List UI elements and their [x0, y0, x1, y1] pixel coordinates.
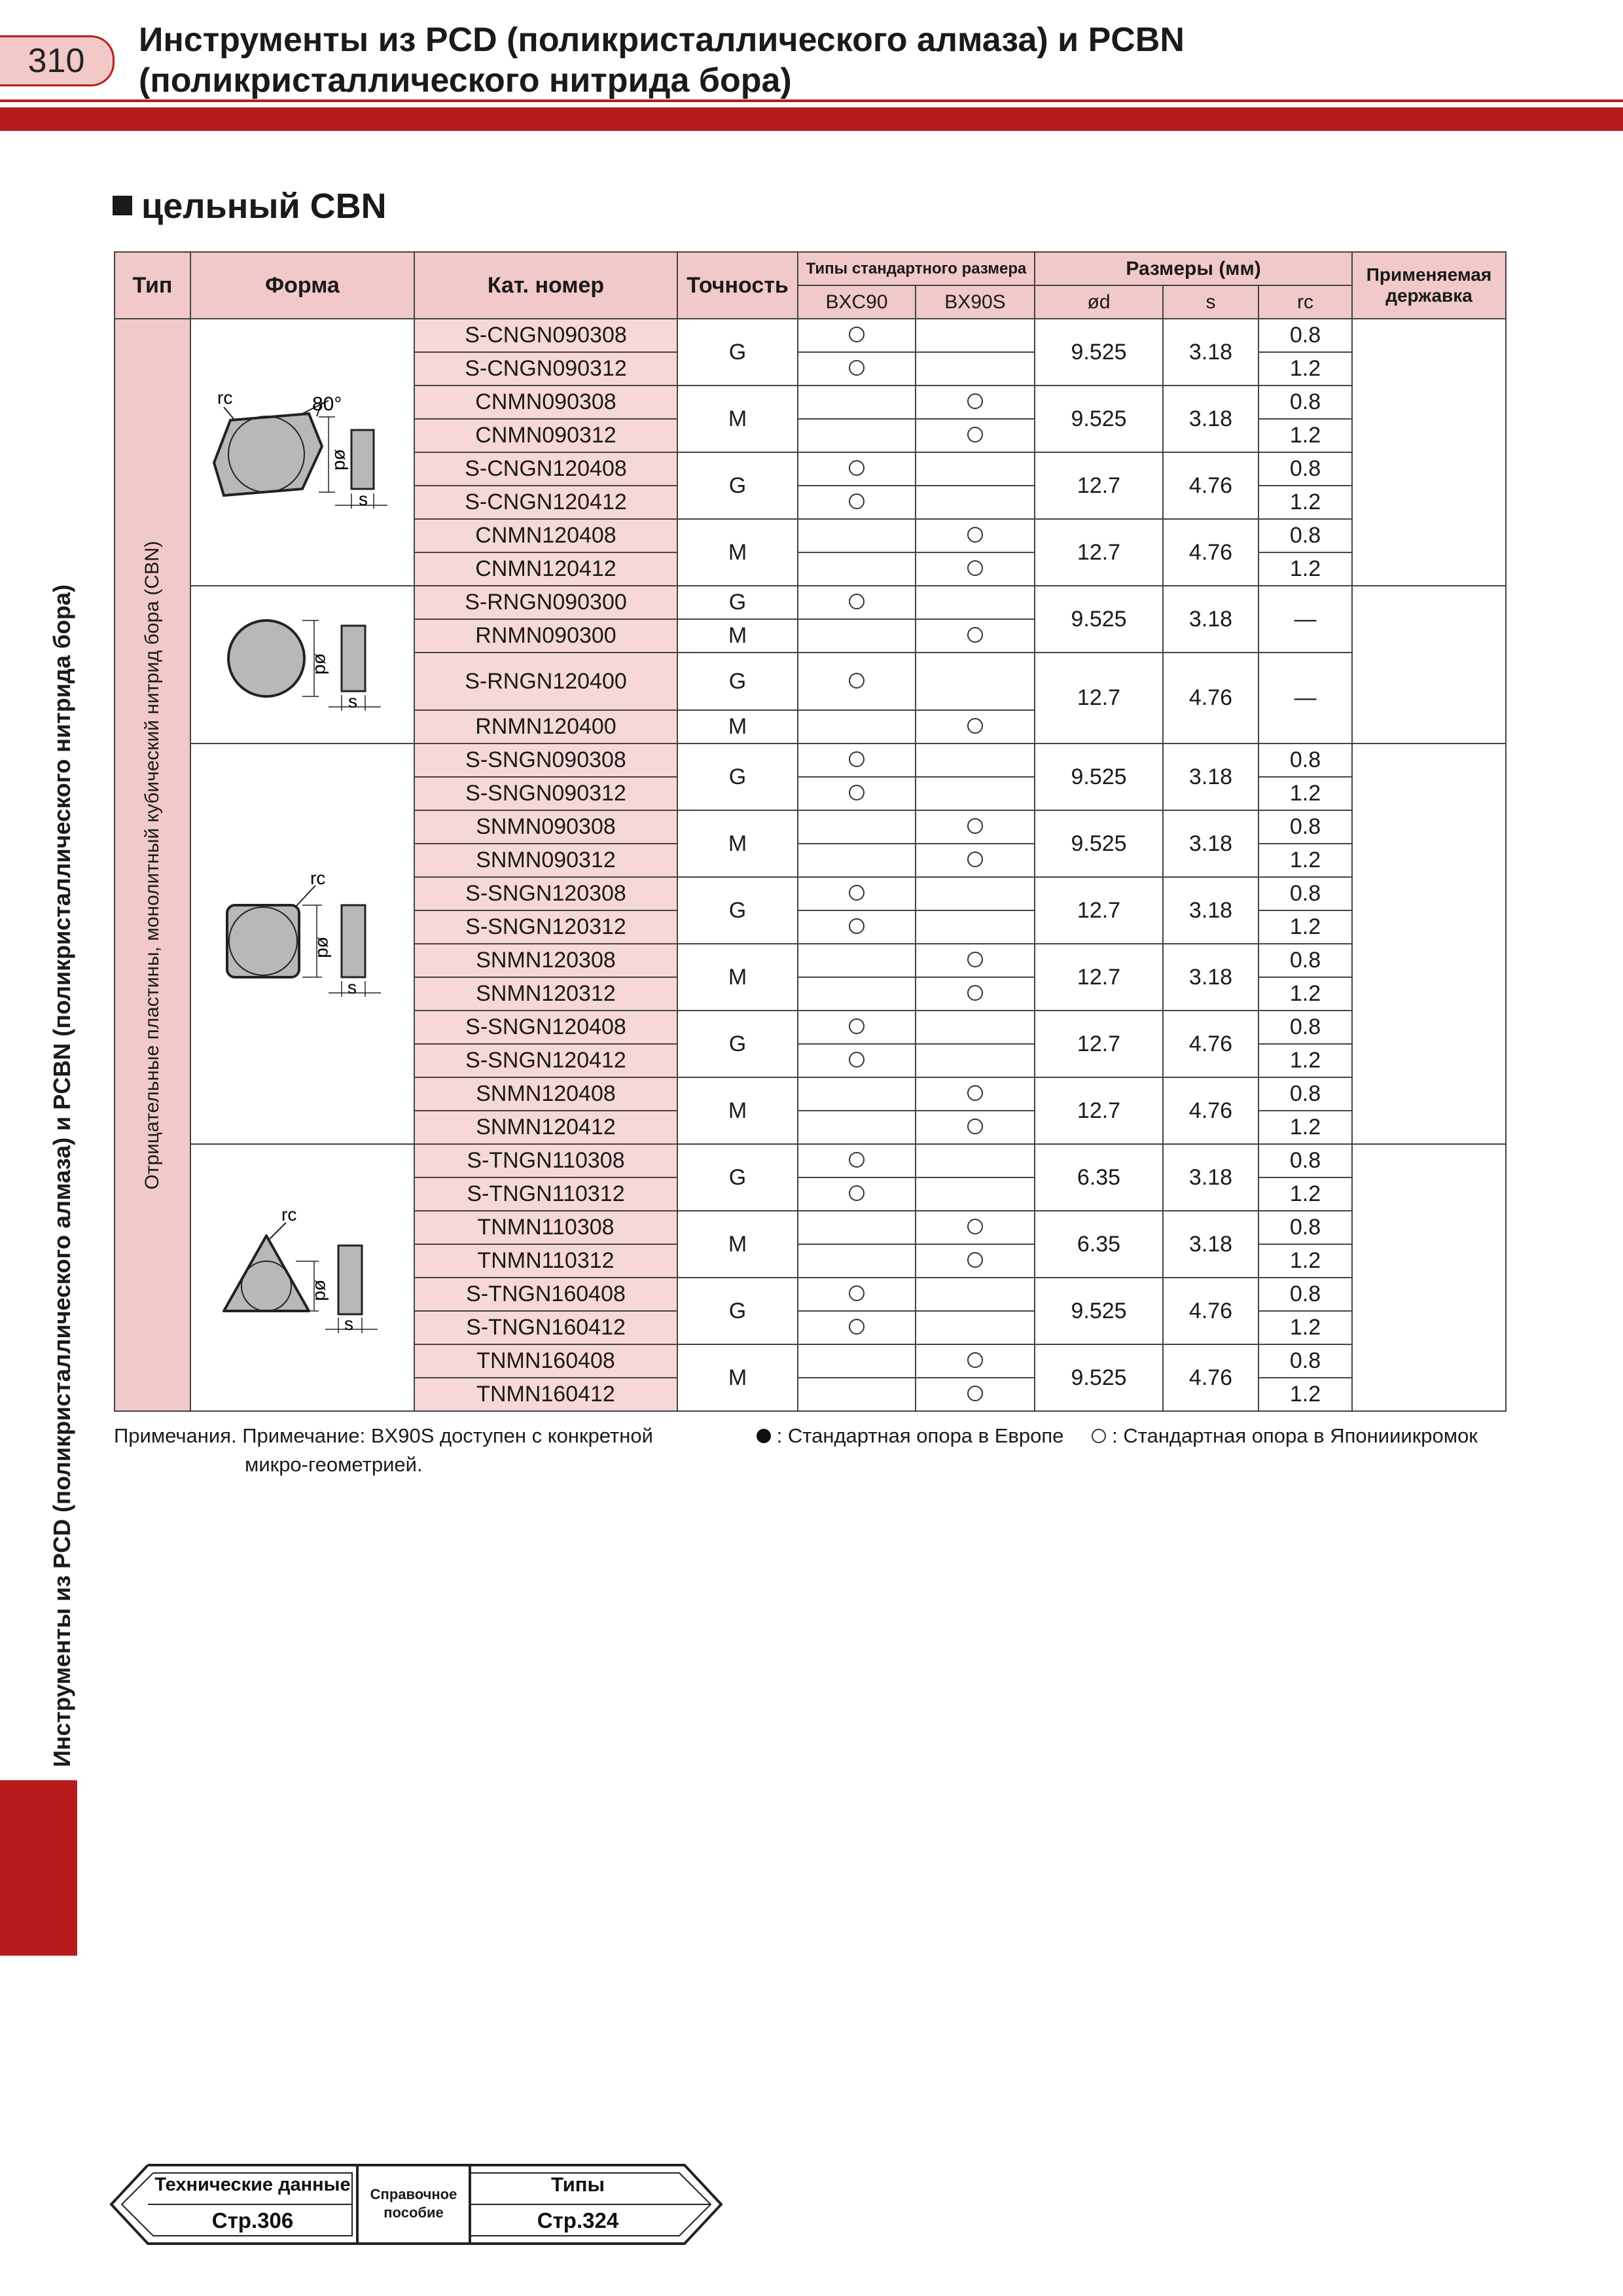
rc-cell: 0.8	[1258, 877, 1352, 910]
catalog-number: S-TNGN110312	[414, 1177, 677, 1211]
s-label: s	[359, 488, 368, 509]
bxc90-cell	[798, 1344, 916, 1378]
nav-reference-line1: Справочное	[370, 2186, 457, 2202]
holder-cell	[1352, 744, 1506, 1144]
bx90s-cell	[916, 710, 1035, 744]
s-cell: 3.18	[1163, 319, 1258, 386]
availability-circle-icon	[967, 393, 983, 409]
header-precision: Точность	[677, 252, 798, 319]
bx90s-cell	[916, 1144, 1035, 1177]
bx90s-cell	[916, 653, 1035, 710]
bx90s-cell	[916, 586, 1035, 619]
catalog-number: SNMN120408	[414, 1077, 677, 1111]
rc-cell: 1.2	[1258, 910, 1352, 944]
availability-circle-icon	[849, 785, 865, 800]
od-cell: 9.525	[1035, 386, 1163, 452]
availability-circle-icon	[967, 1219, 983, 1234]
availability-circle-icon	[849, 1052, 865, 1067]
page-title-line1: Инструменты из PCD (поликристаллического алмаза) и PCBN	[139, 21, 1185, 59]
rc-label: rc	[310, 867, 326, 888]
side-chapter-tab	[0, 1780, 77, 1956]
bxc90-cell	[798, 386, 916, 419]
precision-cell: G	[677, 1144, 798, 1211]
catalog-number: S-TNGN110308	[414, 1144, 677, 1177]
od-cell: 12.7	[1035, 877, 1163, 944]
od-cell: 9.525	[1035, 1344, 1163, 1411]
bx90s-cell	[916, 1311, 1035, 1344]
bxc90-cell	[798, 1111, 916, 1144]
header-cat-no: Кат. номер	[414, 252, 677, 319]
catalog-number: S-CNGN090312	[414, 352, 677, 386]
precision-cell: G	[677, 452, 798, 519]
s-cell: 4.76	[1163, 1011, 1258, 1077]
bx90s-cell	[916, 452, 1035, 486]
availability-circle-icon	[967, 1386, 983, 1401]
catalog-number: S-CNGN090308	[414, 319, 677, 352]
table-row	[115, 586, 1506, 619]
availability-circle-icon	[849, 1018, 865, 1034]
precision-cell: G	[677, 586, 798, 619]
bx90s-cell	[916, 944, 1035, 977]
header-type: Тип	[115, 252, 190, 319]
s-label: s	[348, 977, 357, 997]
s-cell: 4.76	[1163, 452, 1258, 519]
availability-circle-icon	[967, 1119, 983, 1134]
availability-circle-icon	[967, 952, 983, 967]
bxc90-cell	[798, 1311, 916, 1344]
s-cell: 3.18	[1163, 944, 1258, 1011]
triangular-insert-icon	[204, 1200, 401, 1350]
availability-circle-icon	[849, 918, 865, 934]
bxc90-cell	[798, 1044, 916, 1077]
page-number: 310	[0, 35, 115, 86]
bxc90-cell	[798, 910, 916, 944]
s-cell: 4.76	[1163, 1344, 1258, 1411]
availability-circle-icon	[967, 818, 983, 834]
availability-circle-icon	[967, 560, 983, 576]
catalog-number: TNMN160408	[414, 1344, 677, 1378]
s-cell: 4.76	[1163, 519, 1258, 586]
bx90s-cell	[916, 910, 1035, 944]
od-cell: 9.525	[1035, 1278, 1163, 1344]
od-cell: 12.7	[1035, 944, 1163, 1011]
availability-circle-icon	[967, 1352, 983, 1368]
catalog-number: S-RNGN090300	[414, 586, 677, 619]
bxc90-cell	[798, 1278, 916, 1311]
rc-cell: 0.8	[1258, 319, 1352, 352]
availability-circle-icon	[849, 360, 865, 376]
shape-cell	[190, 1144, 414, 1411]
od-cell: 12.7	[1035, 1077, 1163, 1144]
angle-label: 80°	[312, 393, 342, 415]
bx90s-cell	[916, 977, 1035, 1011]
page-navigation	[109, 2160, 724, 2245]
s-cell: 3.18	[1163, 386, 1258, 452]
note-line2: микро-геометрией.	[245, 1453, 423, 1476]
availability-circle-icon	[967, 1252, 983, 1268]
bx90s-cell	[916, 1211, 1035, 1244]
shape-cell	[190, 319, 414, 586]
rc-cell: 0.8	[1258, 1211, 1352, 1244]
s-cell: 3.18	[1163, 1211, 1258, 1278]
bx90s-cell	[916, 319, 1035, 352]
catalog-number: S-SNGN120412	[414, 1044, 677, 1077]
bx90s-cell	[916, 877, 1035, 910]
bx90s-cell	[916, 486, 1035, 519]
bx90s-cell	[916, 1244, 1035, 1278]
od-cell: 12.7	[1035, 452, 1163, 519]
availability-circle-icon	[849, 493, 865, 509]
bxc90-cell	[798, 1144, 916, 1177]
catalog-number: CNMN120408	[414, 519, 677, 552]
rc-cell: 0.8	[1258, 1278, 1352, 1311]
bx90s-cell	[916, 844, 1035, 877]
availability-circle-icon	[967, 718, 983, 734]
availability-circle-icon	[849, 1152, 865, 1168]
precision-cell: M	[677, 710, 798, 744]
rc-cell: 1.2	[1258, 1044, 1352, 1077]
rc-cell: —	[1258, 653, 1352, 744]
catalog-number: SNMN090308	[414, 810, 677, 844]
availability-circle-icon	[967, 852, 983, 867]
catalog-number: TNMN110312	[414, 1244, 677, 1278]
od-cell: 9.525	[1035, 810, 1163, 877]
type-cell	[115, 319, 190, 1411]
shape-cell	[190, 586, 414, 744]
bxc90-cell	[798, 977, 916, 1011]
precision-cell: M	[677, 1211, 798, 1278]
precision-cell: M	[677, 619, 798, 653]
precision-cell: G	[677, 1011, 798, 1077]
bxc90-cell	[798, 452, 916, 486]
precision-cell: G	[677, 1278, 798, 1344]
catalog-number: TNMN160412	[414, 1378, 677, 1411]
filled-circle-icon	[757, 1429, 771, 1443]
availability-circle-icon	[967, 427, 983, 442]
rc-cell: 0.8	[1258, 1344, 1352, 1378]
bxc90-cell	[798, 844, 916, 877]
catalog-number: S-CNGN120408	[414, 452, 677, 486]
s-label: s	[348, 691, 357, 711]
bx90s-cell	[916, 386, 1035, 419]
precision-cell: M	[677, 1077, 798, 1144]
od-cell: 9.525	[1035, 319, 1163, 386]
table-row	[115, 1144, 1506, 1177]
od-cell: 9.525	[1035, 586, 1163, 653]
header-bx90s: BX90S	[916, 285, 1035, 319]
square-bullet-icon	[113, 196, 132, 215]
notes	[114, 1422, 653, 1479]
availability-circle-icon	[849, 1185, 865, 1201]
precision-cell: G	[677, 744, 798, 810]
rc-cell: 0.8	[1258, 386, 1352, 419]
rc-cell: 0.8	[1258, 452, 1352, 486]
bxc90-cell	[798, 419, 916, 452]
bxc90-cell	[798, 552, 916, 586]
precision-cell: M	[677, 1344, 798, 1411]
catalog-number: S-SNGN120312	[414, 910, 677, 944]
bxc90-cell	[798, 810, 916, 844]
s-cell: 4.76	[1163, 1077, 1258, 1144]
availability-circle-icon	[849, 460, 865, 476]
rc-cell: 1.2	[1258, 552, 1352, 586]
legend-open-text: : Стандартная опора в Японииикромок	[1112, 1424, 1478, 1447]
precision-cell: M	[677, 386, 798, 452]
bxc90-cell	[798, 777, 916, 810]
bx90s-cell	[916, 744, 1035, 777]
legend-filled-text: : Стандартная опора в Европе	[776, 1424, 1064, 1447]
od-label: ød	[331, 448, 351, 471]
rc-cell: 0.8	[1258, 744, 1352, 777]
bxc90-cell	[798, 352, 916, 386]
bxc90-cell	[798, 653, 916, 710]
availability-circle-icon	[849, 1285, 865, 1301]
bx90s-cell	[916, 619, 1035, 653]
bx90s-cell	[916, 519, 1035, 552]
rc-cell: —	[1258, 586, 1352, 653]
catalog-number: SNMN120308	[414, 944, 677, 977]
catalog-number: SNMN090312	[414, 844, 677, 877]
availability-circle-icon	[849, 885, 865, 901]
bxc90-cell	[798, 1378, 916, 1411]
bxc90-cell	[798, 1244, 916, 1278]
note-line1: Примечания. Примечание: BX90S доступен с конкретной	[114, 1424, 653, 1447]
od-label: ød	[314, 936, 334, 958]
precision-cell: G	[677, 653, 798, 710]
bx90s-cell	[916, 777, 1035, 810]
availability-circle-icon	[849, 1319, 865, 1335]
bxc90-cell	[798, 319, 916, 352]
bxc90-cell	[798, 1011, 916, 1044]
rc-cell: 1.2	[1258, 844, 1352, 877]
bxc90-cell	[798, 519, 916, 552]
catalog-number: RNMN120400	[414, 710, 677, 744]
bx90s-cell	[916, 1111, 1035, 1144]
product-table	[114, 251, 1507, 1412]
table-row	[115, 744, 1506, 777]
rc-cell: 0.8	[1258, 519, 1352, 552]
rc-cell: 1.2	[1258, 1311, 1352, 1344]
section-title-text: цельный CBN	[141, 187, 387, 226]
rc-cell: 1.2	[1258, 486, 1352, 519]
nav-link-page-306[interactable]: Стр.306	[211, 2208, 294, 2233]
od-cell: 12.7	[1035, 1011, 1163, 1077]
catalog-number: RNMN090300	[414, 619, 677, 653]
bxc90-cell	[798, 877, 916, 910]
shape-cell	[190, 744, 414, 1144]
s-cell: 3.18	[1163, 877, 1258, 944]
s-cell: 3.18	[1163, 810, 1258, 877]
availability-circle-icon	[967, 985, 983, 1001]
header-rule	[0, 99, 1623, 102]
holder-cell	[1352, 1144, 1506, 1411]
catalog-number: TNMN110308	[414, 1211, 677, 1244]
catalog-number: S-SNGN120408	[414, 1011, 677, 1044]
bx90s-cell	[916, 1177, 1035, 1211]
header-od: ød	[1035, 285, 1163, 319]
legend	[757, 1422, 1478, 1450]
section-title	[113, 186, 387, 226]
availability-circle-icon	[849, 751, 865, 767]
catalog-number: CNMN120412	[414, 552, 677, 586]
nav-reference-line2: пособие	[383, 2204, 444, 2221]
bxc90-cell	[798, 619, 916, 653]
rc-cell: 1.2	[1258, 352, 1352, 386]
catalog-number: CNMN090312	[414, 419, 677, 452]
type-label: Отрицательные пластины, монолитный кубический нитрид бора (CBN)	[141, 540, 163, 1190]
od-label: ød	[312, 1279, 332, 1301]
nav-link-technical-data[interactable]: Технические данные	[154, 2174, 351, 2195]
precision-cell: G	[677, 877, 798, 944]
rc-cell: 1.2	[1258, 1111, 1352, 1144]
catalog-number: S-RNGN120400	[414, 653, 677, 710]
rc-cell: 1.2	[1258, 977, 1352, 1011]
page-title-line2: (поликристаллического нитрида бора)	[139, 62, 792, 99]
rc-cell: 1.2	[1258, 777, 1352, 810]
availability-circle-icon	[849, 673, 865, 689]
rc-label: rc	[281, 1204, 297, 1225]
bx90s-cell	[916, 1278, 1035, 1311]
nav-link-page-324[interactable]: Стр.324	[537, 2208, 619, 2233]
precision-cell: M	[677, 810, 798, 877]
side-chapter-label: Инструменты из PCD (поликристаллического алмаза) и PCBN (поликристаллического нитрида бора)	[48, 584, 75, 1767]
bx90s-cell	[916, 810, 1035, 844]
catalog-number: SNMN120312	[414, 977, 677, 1011]
bxc90-cell	[798, 586, 916, 619]
header-std-types: Типы стандартного размера	[798, 252, 1035, 285]
square-insert-icon	[204, 866, 401, 1016]
od-cell: 6.35	[1035, 1211, 1163, 1278]
od-cell: 9.525	[1035, 744, 1163, 810]
bxc90-cell	[798, 1211, 916, 1244]
rc-label: rc	[217, 387, 233, 408]
availability-circle-icon	[849, 327, 865, 342]
open-circle-icon	[1092, 1429, 1106, 1443]
header-rc: rc	[1258, 285, 1352, 319]
bxc90-cell	[798, 1077, 916, 1111]
rc-cell: 1.2	[1258, 419, 1352, 452]
bx90s-cell	[916, 419, 1035, 452]
rc-cell: 0.8	[1258, 810, 1352, 844]
rc-cell: 1.2	[1258, 1378, 1352, 1411]
od-cell: 12.7	[1035, 653, 1163, 744]
catalog-number: S-CNGN120412	[414, 486, 677, 519]
bx90s-cell	[916, 552, 1035, 586]
bx90s-cell	[916, 1378, 1035, 1411]
bx90s-cell	[916, 1344, 1035, 1378]
rc-cell: 1.2	[1258, 1177, 1352, 1211]
catalog-number: S-TNGN160408	[414, 1278, 677, 1311]
round-insert-icon	[204, 586, 401, 737]
header-shape: Форма	[190, 252, 414, 319]
catalog-number: CNMN090308	[414, 386, 677, 419]
table-row	[115, 319, 1506, 352]
rc-cell: 0.8	[1258, 944, 1352, 977]
s-cell: 3.18	[1163, 744, 1258, 810]
rhombic-insert-80-icon	[204, 374, 401, 525]
availability-circle-icon	[849, 594, 865, 609]
rc-cell: 1.2	[1258, 1244, 1352, 1278]
rc-cell: 0.8	[1258, 1011, 1352, 1044]
availability-circle-icon	[967, 1085, 983, 1101]
header-dimensions: Размеры (мм)	[1035, 252, 1352, 285]
bx90s-cell	[916, 1044, 1035, 1077]
header-band	[0, 107, 1623, 131]
header-bxc90: BXC90	[798, 285, 916, 319]
s-cell: 3.18	[1163, 586, 1258, 653]
rc-cell: 0.8	[1258, 1144, 1352, 1177]
precision-cell: M	[677, 944, 798, 1011]
bx90s-cell	[916, 1077, 1035, 1111]
page-title	[139, 20, 1578, 101]
od-label: ød	[312, 653, 332, 675]
bxc90-cell	[798, 486, 916, 519]
od-cell: 12.7	[1035, 519, 1163, 586]
header-s: s	[1163, 285, 1258, 319]
bxc90-cell	[798, 944, 916, 977]
availability-circle-icon	[967, 627, 983, 643]
bx90s-cell	[916, 352, 1035, 386]
s-cell: 4.76	[1163, 653, 1258, 744]
bx90s-cell	[916, 1011, 1035, 1044]
bxc90-cell	[798, 1177, 916, 1211]
catalog-number: S-SNGN090308	[414, 744, 677, 777]
catalog-number: S-SNGN120308	[414, 877, 677, 910]
bxc90-cell	[798, 710, 916, 744]
catalog-number: SNMN120412	[414, 1111, 677, 1144]
precision-cell: M	[677, 519, 798, 586]
holder-cell	[1352, 319, 1506, 586]
s-cell: 4.76	[1163, 1278, 1258, 1344]
holder-cell	[1352, 586, 1506, 744]
bxc90-cell	[798, 744, 916, 777]
od-cell: 6.35	[1035, 1144, 1163, 1211]
nav-link-types[interactable]: Типы	[550, 2173, 605, 2196]
precision-cell: G	[677, 319, 798, 386]
s-label: s	[344, 1313, 353, 1334]
availability-circle-icon	[967, 527, 983, 543]
rc-cell: 0.8	[1258, 1077, 1352, 1111]
catalog-number: S-TNGN160412	[414, 1311, 677, 1344]
s-cell: 3.18	[1163, 1144, 1258, 1211]
catalog-number: S-SNGN090312	[414, 777, 677, 810]
header-holder: Применяемая державка	[1352, 252, 1506, 319]
